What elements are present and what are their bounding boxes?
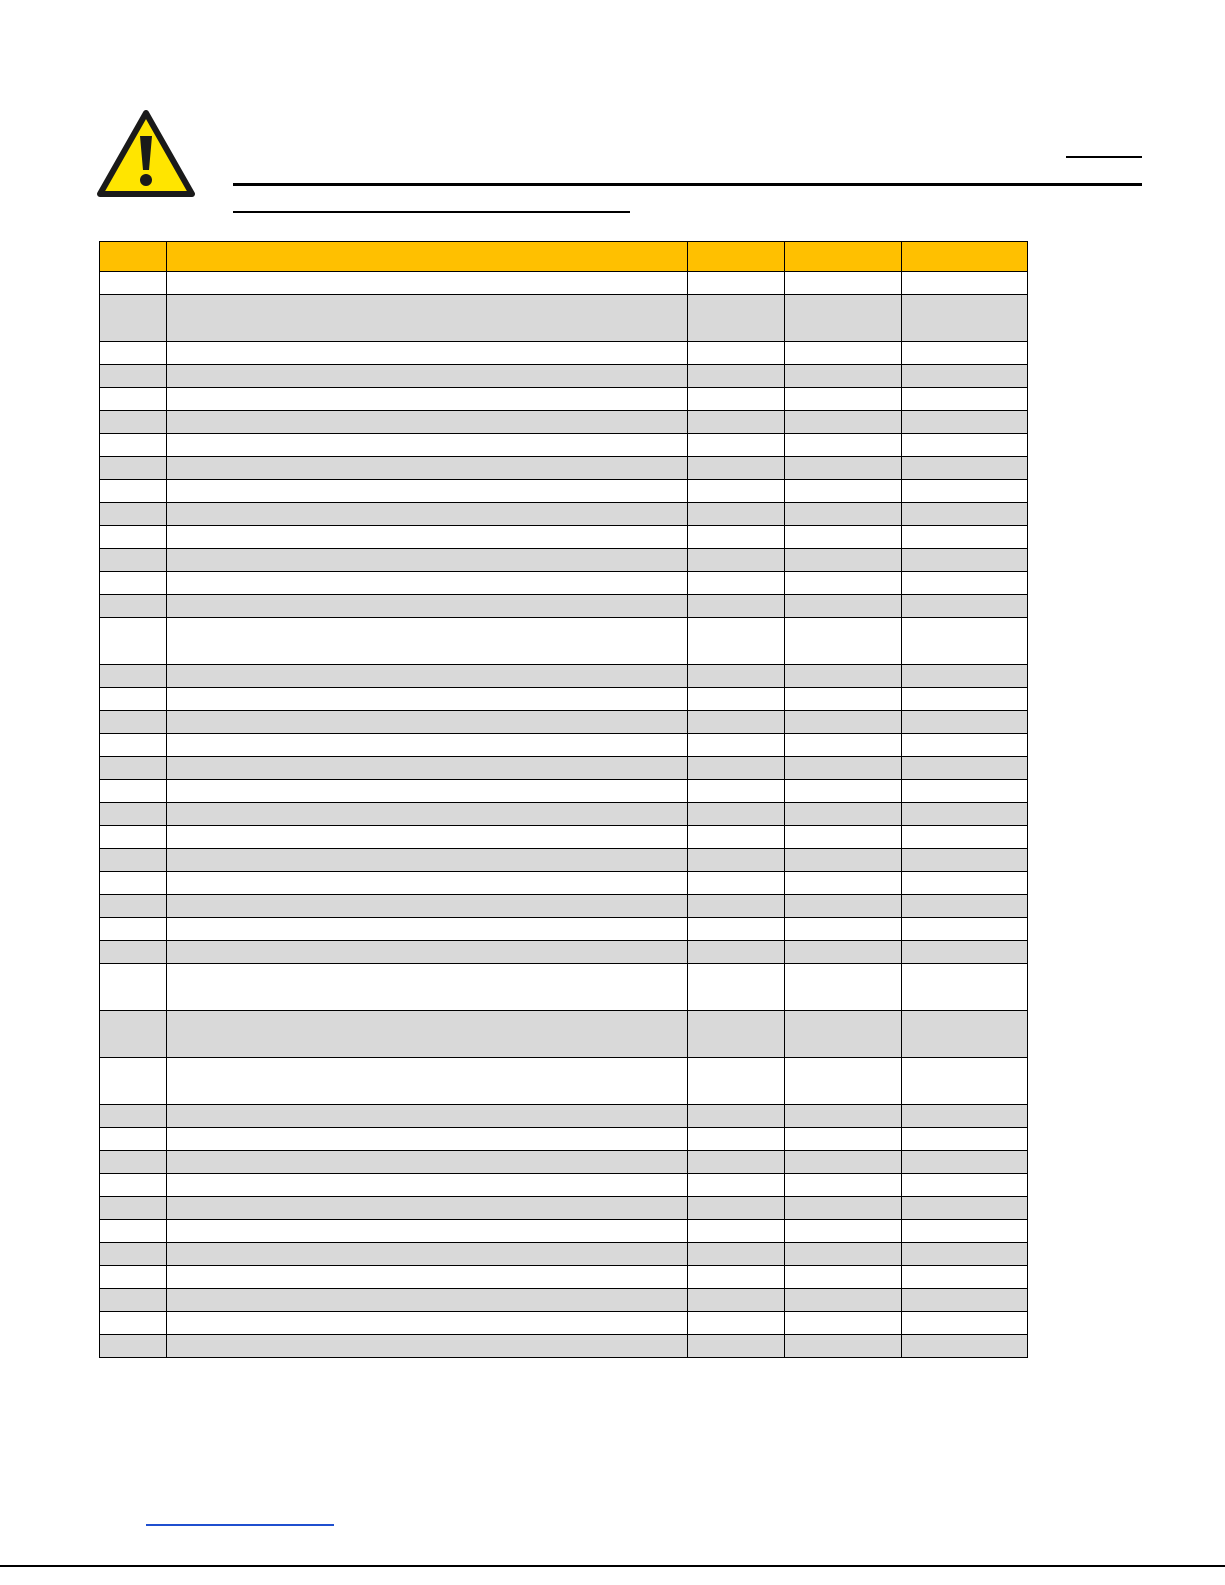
table-cell — [785, 711, 902, 734]
page-bottom-rule — [0, 1565, 1225, 1567]
table-cell — [167, 388, 688, 411]
table-cell — [688, 849, 785, 872]
table-row — [100, 803, 1028, 826]
table-cell — [902, 595, 1028, 618]
table-cell — [785, 618, 902, 665]
table-cell — [100, 480, 167, 503]
table-cell — [902, 964, 1028, 1011]
table-row — [100, 734, 1028, 757]
table-cell — [785, 272, 902, 295]
table-row — [100, 849, 1028, 872]
table-cell — [167, 1197, 688, 1220]
table-cell — [785, 1243, 902, 1266]
table-cell — [167, 1289, 688, 1312]
table-cell — [688, 826, 785, 849]
table-cell — [100, 711, 167, 734]
table-row — [100, 434, 1028, 457]
table-cell — [902, 618, 1028, 665]
table-cell — [902, 1197, 1028, 1220]
table-cell — [688, 457, 785, 480]
table-cell — [688, 1220, 785, 1243]
table-cell — [785, 1266, 902, 1289]
table-cell — [785, 526, 902, 549]
table-cell — [902, 342, 1028, 365]
table-cell — [688, 918, 785, 941]
table-cell — [100, 295, 167, 342]
table-cell — [688, 1058, 785, 1105]
header-cell — [100, 242, 167, 272]
table-cell — [785, 803, 902, 826]
table-cell — [688, 1151, 785, 1174]
table-cell — [902, 757, 1028, 780]
table-cell — [100, 1058, 167, 1105]
subheading-underline — [233, 211, 630, 213]
table-cell — [688, 780, 785, 803]
table-row — [100, 342, 1028, 365]
table-cell — [167, 780, 688, 803]
table-cell — [785, 665, 902, 688]
table-cell — [167, 941, 688, 964]
table-cell — [688, 434, 785, 457]
header-cell — [785, 242, 902, 272]
table-cell — [688, 688, 785, 711]
table-cell — [902, 895, 1028, 918]
table-cell — [785, 365, 902, 388]
checklist-table — [99, 241, 1028, 1358]
table-cell — [100, 1335, 167, 1358]
table-cell — [100, 780, 167, 803]
table-cell — [902, 918, 1028, 941]
table-cell — [167, 1174, 688, 1197]
table-cell — [167, 342, 688, 365]
table-cell — [785, 941, 902, 964]
table-cell — [688, 595, 785, 618]
table-cell — [902, 1243, 1028, 1266]
table-cell — [688, 618, 785, 665]
table-cell — [688, 1128, 785, 1151]
table-cell — [167, 1335, 688, 1358]
table-cell — [167, 918, 688, 941]
table-cell — [785, 434, 902, 457]
table-cell — [167, 895, 688, 918]
table-row — [100, 549, 1028, 572]
table-cell — [100, 1151, 167, 1174]
table-cell — [902, 1289, 1028, 1312]
table-cell — [785, 572, 902, 595]
table-cell — [100, 964, 167, 1011]
table-cell — [785, 872, 902, 895]
table-cell — [902, 434, 1028, 457]
table-row — [100, 526, 1028, 549]
table-cell — [785, 826, 902, 849]
table-cell — [100, 918, 167, 941]
heading-underline — [233, 183, 1142, 186]
table-cell — [785, 480, 902, 503]
table-cell — [785, 757, 902, 780]
table-cell — [688, 526, 785, 549]
table-cell — [167, 272, 688, 295]
table-cell — [100, 365, 167, 388]
table-cell — [902, 457, 1028, 480]
table-cell — [902, 688, 1028, 711]
table-cell — [100, 895, 167, 918]
table-cell — [167, 503, 688, 526]
table-cell — [167, 434, 688, 457]
table-cell — [902, 503, 1028, 526]
table-row — [100, 964, 1028, 1011]
warning-triangle-icon — [97, 110, 195, 198]
table-row — [100, 872, 1028, 895]
table-row — [100, 1197, 1028, 1220]
table-cell — [100, 595, 167, 618]
table-cell — [785, 1174, 902, 1197]
table-cell — [688, 1312, 785, 1335]
table-cell — [167, 549, 688, 572]
table-cell — [902, 803, 1028, 826]
table-cell — [785, 1312, 902, 1335]
table-cell — [785, 1335, 902, 1358]
table-cell — [167, 526, 688, 549]
table-cell — [100, 849, 167, 872]
table-cell — [100, 803, 167, 826]
table-cell — [688, 1266, 785, 1289]
table-cell — [902, 1312, 1028, 1335]
table-row — [100, 826, 1028, 849]
table-row — [100, 503, 1028, 526]
table-cell — [100, 757, 167, 780]
table-cell — [785, 1289, 902, 1312]
table-cell — [902, 1174, 1028, 1197]
table-cell — [100, 1220, 167, 1243]
table-cell — [688, 1105, 785, 1128]
table-cell — [100, 1105, 167, 1128]
table-cell — [785, 780, 902, 803]
table-cell — [688, 757, 785, 780]
table-cell — [167, 964, 688, 1011]
table-cell — [902, 711, 1028, 734]
table-cell — [902, 849, 1028, 872]
table-cell — [688, 272, 785, 295]
table-cell — [902, 272, 1028, 295]
table-cell — [167, 595, 688, 618]
table-row — [100, 1105, 1028, 1128]
table-cell — [100, 665, 167, 688]
table-row — [100, 1220, 1028, 1243]
table-cell — [100, 342, 167, 365]
table-cell — [167, 849, 688, 872]
table-cell — [167, 295, 688, 342]
table-cell — [167, 803, 688, 826]
table-cell — [688, 342, 785, 365]
table-row — [100, 411, 1028, 434]
table-cell — [785, 1058, 902, 1105]
table-cell — [785, 595, 902, 618]
table-cell — [902, 526, 1028, 549]
table-cell — [100, 434, 167, 457]
table-row — [100, 1312, 1028, 1335]
table-row — [100, 895, 1028, 918]
table-cell — [688, 503, 785, 526]
table-cell — [785, 457, 902, 480]
table-cell — [100, 572, 167, 595]
table-cell — [902, 480, 1028, 503]
table-cell — [688, 895, 785, 918]
table-cell — [688, 480, 785, 503]
table-cell — [167, 1312, 688, 1335]
table-cell — [100, 1011, 167, 1058]
table-cell — [100, 1289, 167, 1312]
table-cell — [902, 734, 1028, 757]
table-cell — [785, 1011, 902, 1058]
table-cell — [167, 1151, 688, 1174]
table-cell — [167, 872, 688, 895]
table-cell — [785, 918, 902, 941]
table-cell — [100, 1266, 167, 1289]
table-cell — [688, 365, 785, 388]
table-cell — [167, 1266, 688, 1289]
table-cell — [167, 734, 688, 757]
table-cell — [785, 1128, 902, 1151]
table-cell — [100, 1174, 167, 1197]
table-cell — [785, 895, 902, 918]
table-cell — [167, 1058, 688, 1105]
table-cell — [902, 295, 1028, 342]
table-cell — [167, 457, 688, 480]
table-row — [100, 1058, 1028, 1105]
table-cell — [100, 688, 167, 711]
table-cell — [688, 711, 785, 734]
table-cell — [100, 1312, 167, 1335]
table-row — [100, 295, 1028, 342]
table-cell — [100, 1243, 167, 1266]
table-cell — [785, 549, 902, 572]
table-row — [100, 757, 1028, 780]
table-cell — [785, 688, 902, 711]
table-row — [100, 665, 1028, 688]
table-cell — [902, 826, 1028, 849]
table-cell — [100, 549, 167, 572]
table-cell — [100, 941, 167, 964]
table-cell — [688, 1335, 785, 1358]
table-row — [100, 941, 1028, 964]
table-row — [100, 1011, 1028, 1058]
table-row — [100, 572, 1028, 595]
table-cell — [688, 1011, 785, 1058]
table-cell — [167, 1011, 688, 1058]
table-cell — [167, 711, 688, 734]
signature-line-short — [1066, 156, 1142, 158]
table-cell — [688, 734, 785, 757]
table-row — [100, 1335, 1028, 1358]
table-cell — [785, 734, 902, 757]
table-row — [100, 595, 1028, 618]
table-cell — [902, 1105, 1028, 1128]
table-row — [100, 780, 1028, 803]
table-cell — [688, 1174, 785, 1197]
table-cell — [688, 1197, 785, 1220]
table-cell — [902, 1220, 1028, 1243]
table-cell — [167, 411, 688, 434]
table-cell — [902, 572, 1028, 595]
table-cell — [100, 734, 167, 757]
table-cell — [167, 826, 688, 849]
table-cell — [785, 849, 902, 872]
table-cell — [167, 757, 688, 780]
table-cell — [688, 665, 785, 688]
table-row — [100, 1151, 1028, 1174]
table-cell — [902, 872, 1028, 895]
table-cell — [902, 549, 1028, 572]
table-cell — [688, 411, 785, 434]
table-row — [100, 457, 1028, 480]
table-cell — [688, 1289, 785, 1312]
table-row — [100, 1174, 1028, 1197]
table-row — [100, 365, 1028, 388]
table-cell — [902, 665, 1028, 688]
table-row — [100, 1243, 1028, 1266]
table-cell — [100, 618, 167, 665]
table-cell — [100, 411, 167, 434]
table-header-row — [100, 242, 1028, 272]
table-cell — [688, 941, 785, 964]
table-row — [100, 688, 1028, 711]
table-cell — [167, 1128, 688, 1151]
table-cell — [902, 365, 1028, 388]
table-cell — [100, 526, 167, 549]
table-cell — [100, 872, 167, 895]
table-cell — [688, 872, 785, 895]
table-cell — [688, 549, 785, 572]
table-cell — [167, 688, 688, 711]
table-cell — [167, 480, 688, 503]
table-cell — [785, 388, 902, 411]
table-cell — [688, 295, 785, 342]
table-cell — [688, 572, 785, 595]
table-cell — [902, 1335, 1028, 1358]
header-cell — [688, 242, 785, 272]
table-cell — [902, 1128, 1028, 1151]
table-cell — [785, 342, 902, 365]
table-cell — [167, 572, 688, 595]
table-cell — [902, 388, 1028, 411]
table-cell — [785, 1151, 902, 1174]
table-cell — [688, 803, 785, 826]
table-cell — [785, 295, 902, 342]
table-cell — [902, 411, 1028, 434]
table-cell — [785, 503, 902, 526]
table-cell — [902, 1266, 1028, 1289]
table-cell — [100, 388, 167, 411]
table-cell — [785, 1220, 902, 1243]
table-cell — [100, 826, 167, 849]
table-cell — [785, 411, 902, 434]
table-cell — [688, 388, 785, 411]
table-cell — [902, 1058, 1028, 1105]
table-cell — [688, 1243, 785, 1266]
footer-link-underline — [146, 1524, 334, 1526]
table-cell — [785, 964, 902, 1011]
table-cell — [902, 780, 1028, 803]
table-cell — [902, 941, 1028, 964]
header-cell — [167, 242, 688, 272]
table-cell — [100, 503, 167, 526]
table-row — [100, 1266, 1028, 1289]
table-row — [100, 480, 1028, 503]
table-cell — [167, 1105, 688, 1128]
table-cell — [167, 1220, 688, 1243]
table-cell — [167, 365, 688, 388]
table-cell — [785, 1105, 902, 1128]
table-row — [100, 918, 1028, 941]
table-row — [100, 388, 1028, 411]
table-cell — [100, 1128, 167, 1151]
table-cell — [100, 272, 167, 295]
table-cell — [785, 1197, 902, 1220]
table-cell — [902, 1011, 1028, 1058]
table-cell — [902, 1151, 1028, 1174]
header-cell — [902, 242, 1028, 272]
table-cell — [688, 964, 785, 1011]
table-row — [100, 1289, 1028, 1312]
table-cell — [100, 457, 167, 480]
table-row — [100, 711, 1028, 734]
table-cell — [167, 1243, 688, 1266]
table-cell — [100, 1197, 167, 1220]
table-row — [100, 618, 1028, 665]
table-cell — [167, 618, 688, 665]
table-row — [100, 1128, 1028, 1151]
table-cell — [167, 665, 688, 688]
table-row — [100, 272, 1028, 295]
